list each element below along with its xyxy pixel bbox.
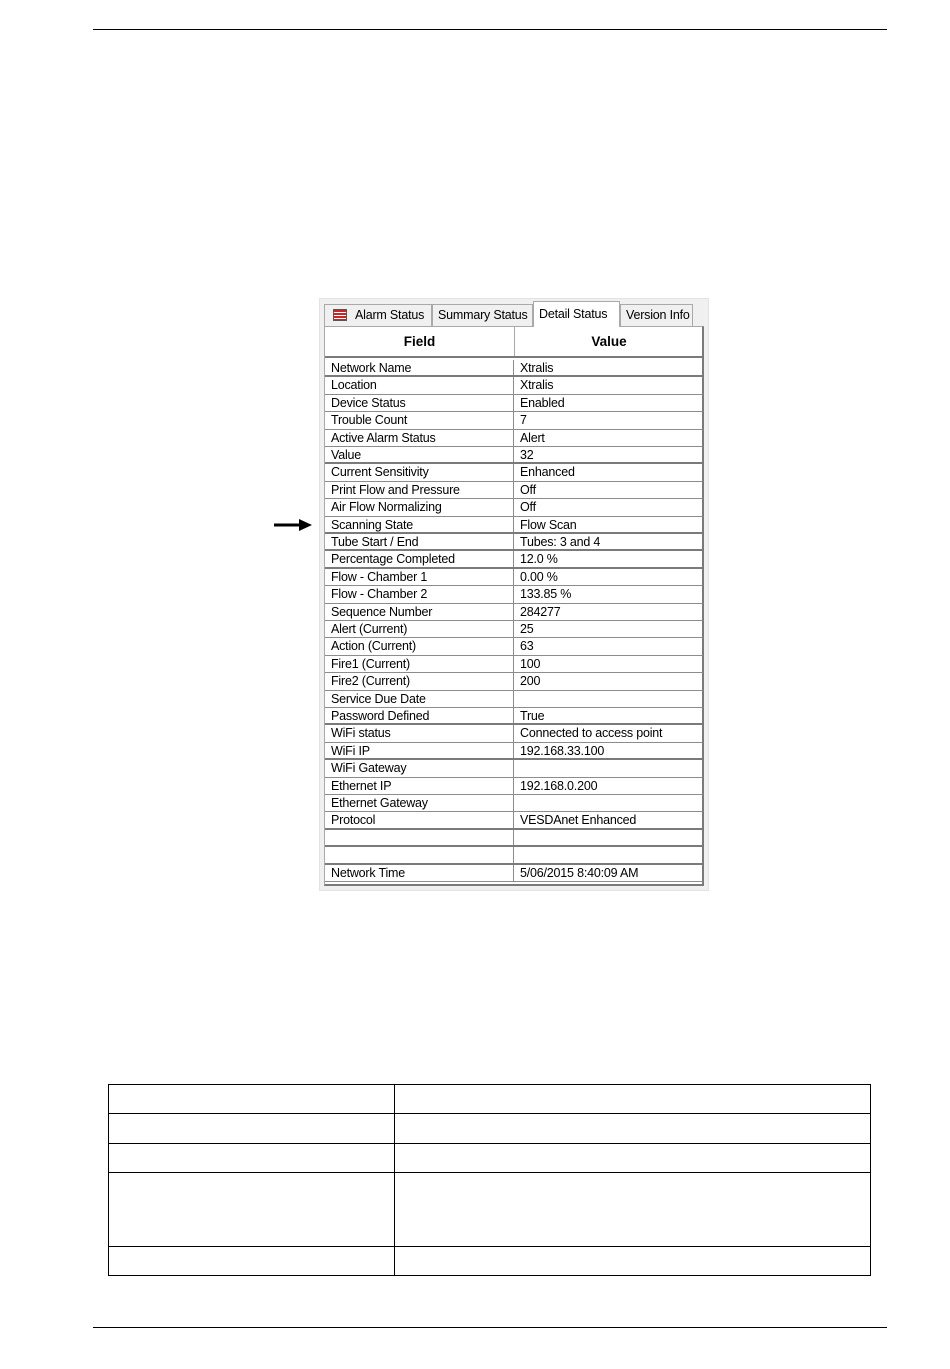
value-cell: 284277 [520, 604, 561, 619]
field-cell: Tube Start / End [325, 534, 514, 549]
field-cell: Fire2 (Current) [325, 673, 514, 689]
right-arrow-icon [273, 517, 313, 533]
table-cell [395, 1144, 871, 1173]
table-row[interactable] [325, 673, 703, 690]
field-cell: WiFi Gateway [325, 760, 514, 776]
table-cell [109, 1247, 395, 1276]
field-cell: Fire1 (Current) [325, 656, 514, 672]
value-cell: Flow Scan [520, 517, 577, 532]
field-cell: Network Name [325, 360, 514, 375]
value-cell: 133.85 % [520, 587, 572, 602]
table-cell [109, 1085, 395, 1114]
value-cell: Off [520, 500, 536, 515]
table-row[interactable] [325, 430, 703, 447]
table-row[interactable] [325, 778, 703, 795]
value-cell: Tubes: 3 and 4 [520, 535, 601, 549]
value-cell [515, 795, 703, 811]
value-cell: 200 [520, 674, 541, 689]
value-cell: 100 [520, 656, 541, 671]
tab-alarm-status[interactable] [324, 304, 432, 326]
field-cell: Alert (Current) [325, 621, 514, 637]
value-cell: True [520, 709, 545, 723]
table-row[interactable] [325, 621, 703, 638]
table-row [109, 1144, 871, 1173]
tab-label: Version Info [626, 308, 690, 322]
value-cell: Connected to access point [520, 726, 663, 741]
table-row[interactable] [325, 708, 703, 725]
table-row[interactable] [325, 830, 703, 847]
table-cell [109, 1144, 395, 1173]
column-header-value[interactable]: Value [591, 334, 627, 349]
field-cell: WiFi IP [325, 743, 514, 758]
value-cell: 192.168.33.100 [520, 743, 605, 758]
detail-status-grid[interactable] [324, 326, 704, 886]
table-row[interactable] [325, 447, 703, 464]
table-row[interactable] [325, 847, 703, 864]
table-row[interactable] [325, 725, 703, 742]
table-row[interactable] [325, 464, 703, 481]
field-cell: Ethernet Gateway [325, 795, 514, 811]
field-cell: Print Flow and Pressure [325, 482, 514, 498]
value-cell: 7 [520, 413, 527, 428]
footer-rule [93, 1327, 887, 1328]
table-row[interactable] [325, 499, 703, 516]
table-row[interactable] [325, 517, 703, 534]
value-cell: Enabled [520, 395, 565, 410]
table-row[interactable] [325, 482, 703, 499]
value-cell: 192.168.0.200 [520, 778, 598, 793]
table-row[interactable] [325, 604, 703, 621]
value-cell: 32 [520, 448, 534, 462]
field-cell: Ethernet IP [325, 778, 514, 794]
value-cell [515, 760, 703, 776]
field-cell: Current Sensitivity [325, 464, 514, 480]
tab-summary-status[interactable] [432, 304, 533, 326]
table-row[interactable] [325, 656, 703, 673]
value-cell [515, 847, 703, 862]
tab-label: Summary Status [438, 308, 528, 322]
tab-detail-status[interactable] [533, 301, 620, 327]
field-cell: Network Time [325, 865, 514, 881]
value-cell: Xtralis [520, 378, 554, 393]
table-cell [109, 1173, 395, 1247]
value-cell: Off [520, 482, 536, 497]
value-cell: 5/06/2015 8:40:09 AM [520, 865, 639, 880]
table-row[interactable] [325, 812, 703, 829]
table-row[interactable] [325, 377, 703, 394]
table-cell [395, 1173, 871, 1247]
field-cell: Service Due Date [325, 691, 514, 707]
value-cell: 12.0 % [520, 552, 558, 567]
table-row[interactable] [325, 586, 703, 603]
field-cell: Flow - Chamber 2 [325, 586, 514, 602]
field-cell [325, 847, 514, 862]
table-row [109, 1247, 871, 1276]
table-row[interactable] [325, 360, 703, 377]
field-cell: Action (Current) [325, 638, 514, 654]
field-cell: Location [325, 377, 514, 393]
value-cell: VESDAnet Enhanced [520, 813, 637, 828]
tab-version-info[interactable] [620, 304, 693, 326]
field-cell: Trouble Count [325, 412, 514, 428]
field-cell: Scanning State [325, 517, 514, 532]
detail-status-panel [319, 298, 709, 891]
table-row[interactable] [325, 534, 703, 551]
table-row[interactable] [325, 395, 703, 412]
table-row[interactable] [325, 760, 703, 777]
table-cell [395, 1247, 871, 1276]
table-row[interactable] [325, 795, 703, 812]
table-row[interactable] [325, 551, 703, 568]
table-row [109, 1085, 871, 1114]
tab-strip [324, 304, 708, 326]
field-cell: Flow - Chamber 1 [325, 569, 514, 585]
field-cell: Percentage Completed [325, 551, 514, 566]
field-cell: WiFi status [325, 725, 514, 741]
field-cell: Active Alarm Status [325, 430, 514, 446]
field-cell: Password Defined [325, 708, 514, 723]
table-cell [109, 1114, 395, 1144]
value-cell: Xtralis [520, 361, 554, 375]
value-cell: 25 [520, 622, 534, 636]
table-row[interactable] [325, 691, 703, 708]
table-row[interactable] [325, 743, 703, 760]
value-cell: 63 [520, 639, 534, 654]
grid-header [325, 327, 703, 358]
header-rule [93, 29, 887, 30]
value-cell [515, 691, 703, 707]
table-row [109, 1114, 871, 1144]
table-row[interactable] [325, 865, 703, 882]
column-header-field[interactable]: Field [325, 327, 515, 356]
field-cell: Sequence Number [325, 604, 514, 620]
field-cell [325, 830, 514, 845]
value-cell: Alert [520, 430, 545, 445]
value-cell [515, 830, 703, 845]
tab-label: Detail Status [539, 307, 608, 321]
table-row[interactable] [325, 569, 703, 586]
field-cell: Value [325, 447, 514, 462]
alarm-status-icon [333, 309, 347, 321]
empty-table [108, 1084, 871, 1276]
table-row[interactable] [325, 638, 703, 655]
field-cell: Protocol [325, 812, 514, 827]
tab-label: Alarm Status [355, 308, 425, 322]
table-cell [395, 1114, 871, 1144]
table-row[interactable] [325, 412, 703, 429]
field-cell: Air Flow Normalizing [325, 499, 514, 515]
value-cell: Enhanced [520, 465, 575, 480]
field-cell: Device Status [325, 395, 514, 411]
table-cell [395, 1085, 871, 1114]
table-row [109, 1173, 871, 1247]
value-cell: 0.00 % [520, 569, 558, 584]
